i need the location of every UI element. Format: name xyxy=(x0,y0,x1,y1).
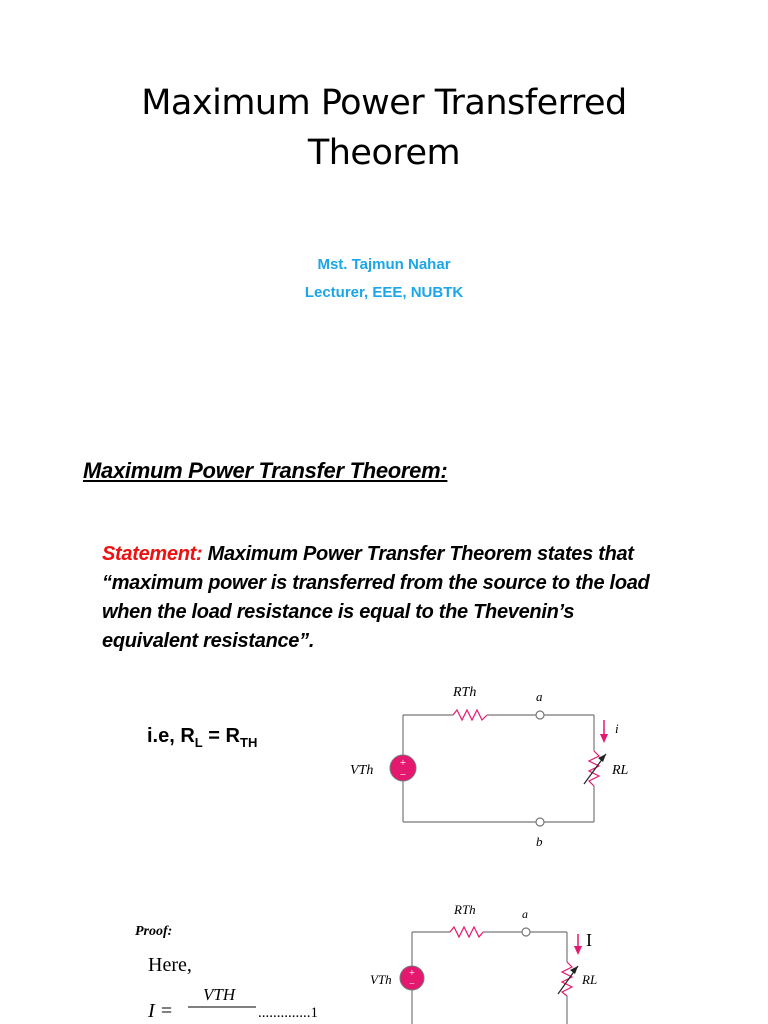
statement-paragraph xyxy=(102,540,662,656)
proof-circuit-diagram xyxy=(360,896,620,1024)
ie-subscript-l: L xyxy=(194,735,203,750)
rl-resistor xyxy=(562,962,572,996)
minus-sign: − xyxy=(399,769,407,781)
author-name: Mst. Tajmun Nahar xyxy=(317,256,451,273)
statement-text: Maximum Power Transfer Theorem states that “maximum power is transferred from the source to the load when the load resistance is equal to the Thevenin’s equivalent resistance”. xyxy=(102,543,650,652)
page-title xyxy=(0,78,768,178)
eq-dots: ..............1 xyxy=(258,1005,318,1021)
vth-label: VTh xyxy=(350,763,374,778)
ie-subscript-th: TH xyxy=(240,735,258,750)
eq-numerator: VTH xyxy=(203,985,236,1004)
equality-condition xyxy=(147,725,257,750)
minus-sign: − xyxy=(409,979,415,990)
variable-arrow-head xyxy=(598,754,606,762)
plus-sign: + xyxy=(399,757,407,769)
node-a-label: a xyxy=(536,689,543,704)
terminal-a xyxy=(522,928,530,936)
statement-label: Statement: xyxy=(102,543,203,565)
thevenin-circuit-diagram xyxy=(340,676,640,856)
node-a-label: a xyxy=(522,907,528,921)
rl-resistor xyxy=(589,751,599,786)
section-heading: Maximum Power Transfer Theorem: xyxy=(83,458,448,483)
plus-sign: + xyxy=(409,968,415,979)
current-equation xyxy=(148,980,368,1024)
rl-label: RL xyxy=(612,763,629,778)
rth-resistor xyxy=(450,927,483,937)
eq-lhs: I = xyxy=(148,1000,174,1022)
terminal-b xyxy=(536,818,544,826)
rth-label: RTh xyxy=(453,685,477,700)
title-line-1: Maximum Power Transferred xyxy=(141,83,627,123)
rth-label: RTh xyxy=(454,902,476,917)
current-arrow-head xyxy=(600,734,608,743)
ie-prefix: i.e, R xyxy=(147,725,195,747)
title-line-2: Theorem xyxy=(307,133,461,173)
ie-mid: = R xyxy=(202,725,240,747)
vth-label: VTh xyxy=(370,972,392,987)
node-b-label: b xyxy=(536,834,543,849)
rl-label: RL xyxy=(582,972,598,987)
author-affiliation: Lecturer, EEE, NUBTK xyxy=(304,284,464,301)
current-label: I xyxy=(586,930,592,950)
current-arrow-head xyxy=(574,946,582,955)
rth-resistor xyxy=(453,710,487,720)
terminal-a xyxy=(536,711,544,719)
current-label: i xyxy=(615,721,619,736)
proof-label: Proof: xyxy=(135,924,173,939)
proof-here: Here, xyxy=(148,954,192,976)
